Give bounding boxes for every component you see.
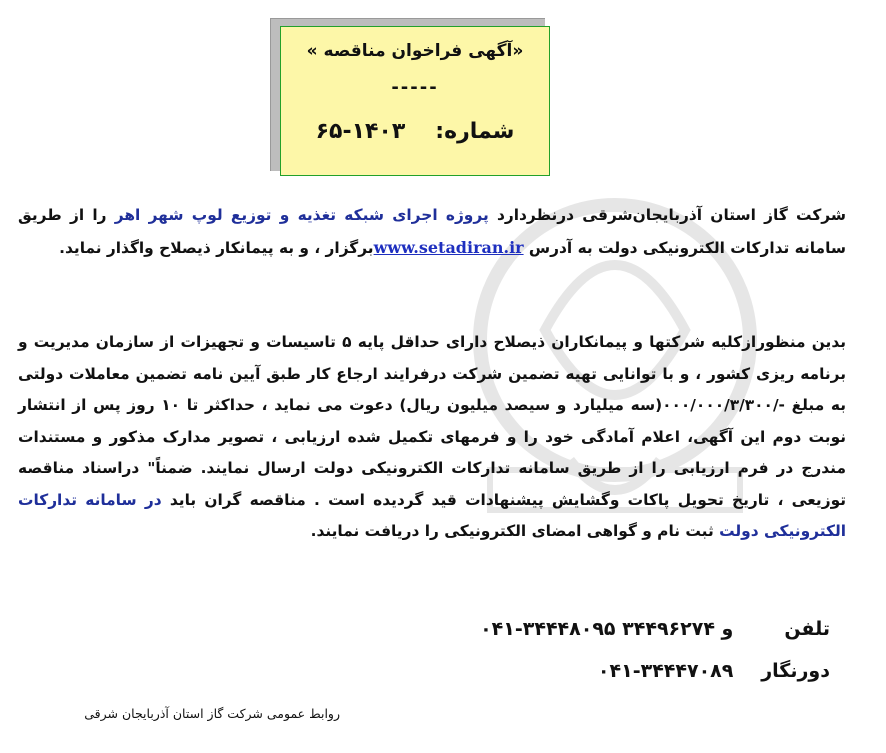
paragraph-intro <box>18 200 846 264</box>
footer-public-relations: روابط عمومی شرکت گاز استان آذربایجان شرقی <box>84 706 340 721</box>
phone-row <box>60 618 830 640</box>
fax-label: دورنگار <box>761 660 830 682</box>
notice-dashes: ----- <box>391 77 439 98</box>
notice-number-label: شماره: <box>435 119 515 144</box>
registration-highlight: در سامانه تدارکات الکترونیکی دولت <box>18 490 846 540</box>
paragraph-intro-text-1: شرکت گاز استان آذربایجان‌شرقی درنظردارد <box>488 206 846 224</box>
project-name: پروژه اجرای شبکه تغذیه و توزیع لوپ شهر اهر <box>114 206 489 224</box>
paragraph-intro-text-2: را از طریق سامانه تدارکات الکترونیکی دولت به آدرس <box>18 206 846 257</box>
paragraph-intro-text-3: برگزار ، و به پیمانکار ذیصلاح واگذار نماید. <box>59 238 374 257</box>
notice-title-box <box>280 26 550 176</box>
paragraph-conditions <box>18 327 846 548</box>
fax-value: ۰۴۱-۳۴۴۴۷۰۸۹ <box>597 660 734 682</box>
setadiran-link[interactable]: www.setadiran.ir <box>373 237 524 257</box>
phone-label: تلفن <box>784 618 830 640</box>
notice-title: «آگهی فراخوان مناقصه » <box>306 41 524 61</box>
notice-number-row <box>281 119 549 144</box>
phone-value: ۰۴۱-۳۴۴۴۸۰۹۵ و ۳۴۴۹۶۲۷۴ <box>480 618 734 640</box>
paragraph-conditions-text-1: بدین منظورازکلیه شرکتها و پیمانکاران ذیصلاح دارای حداقل پایه ۵ تاسیسات و تجهیزات از سازمان مدیریت و برنامه ریزی کشور ، و با توانایی تهیه تضمین شرکت درفرایند ارجاع کار طبق آیین نامه تضمین معاملات دولتی به مبلغ -/۰۰۰/۰۰۰/۳/۳۰۰(سه میلیارد و سیصد میلیون ریال) دعوت می نماید ، حداکثر تا ۱۰ روز پس از انتشار نوبت دوم این آگهی، اعلام آمادگی خود را و فرمهای تکمیل شده ارزیابی ، تصویر مدارک مذکور و مستندات مندرج در فرم ارزیابی را از طریق سامانه تدارکات الکترونیکی دولت ارسال نمایند. ضمناً" دراسناد مناقصه توزیعی ، تاریخ تحویل پاکات وگشایش پیشنهادات قید گردیده است . مناقصه گران باید <box>18 333 847 509</box>
fax-row <box>60 660 830 682</box>
paragraph-conditions-text-2: ثبت نام و گواهی امضای الکترونیکی را دریافت نمایند. <box>310 522 720 540</box>
notice-number-value: ۶۵-۱۴۰۳ <box>315 119 406 144</box>
